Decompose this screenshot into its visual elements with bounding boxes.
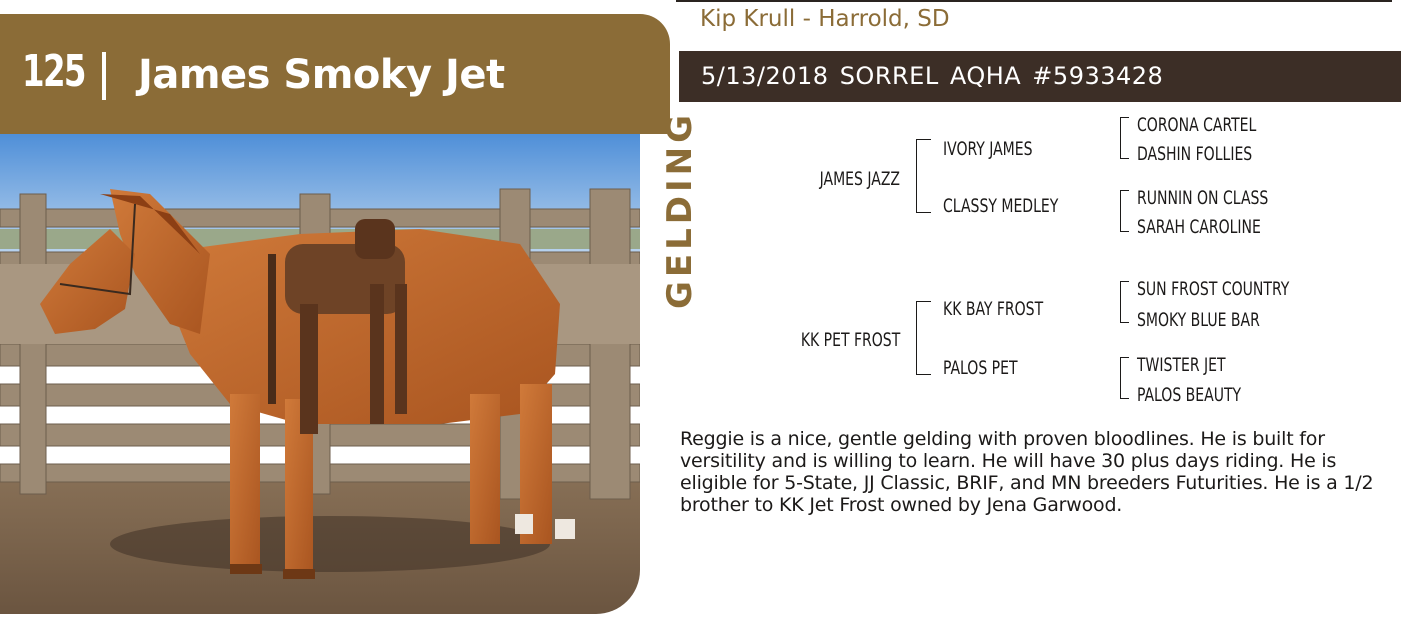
consignor: Kip Krull - Harrold, SD xyxy=(700,6,950,32)
dam-sire-dam: SMOKY BLUE BAR xyxy=(1137,309,1260,331)
sire: JAMES JAZZ xyxy=(819,168,900,190)
dam-sire-sire: SUN FROST COUNTRY xyxy=(1137,278,1290,300)
sire-dam-sire: RUNNIN ON CLASS xyxy=(1137,187,1269,209)
dam-dam-sire: TWISTER JET xyxy=(1137,354,1226,376)
sex-label-text: GELDING xyxy=(660,110,700,310)
dam-dam-dam: PALOS BEAUTY xyxy=(1137,384,1242,406)
dam-sire-bracket xyxy=(1120,281,1129,323)
top-rule xyxy=(676,0,1392,2)
horse-photo xyxy=(0,134,640,614)
lot-number: 125 xyxy=(22,46,85,97)
sire-dam-dam: SARAH CAROLINE xyxy=(1137,216,1261,238)
dam: KK PET FROST xyxy=(800,329,900,351)
info-bar: 5/13/2018 SORREL AQHA #5933428 xyxy=(679,51,1401,102)
sire-sire-dam: DASHIN FOLLIES xyxy=(1137,143,1253,165)
sire-sire-sire: CORONA CARTEL xyxy=(1137,114,1257,136)
lot-divider xyxy=(102,52,106,100)
dam-bracket xyxy=(916,301,931,375)
sire-dam: CLASSY MEDLEY xyxy=(943,195,1059,217)
sire-sire: IVORY JAMES xyxy=(943,138,1033,160)
sire-bracket xyxy=(916,139,931,213)
dam-dam-bracket xyxy=(1120,357,1129,399)
dam-dam: PALOS PET xyxy=(943,357,1018,379)
horse-description: Reggie is a nice, gentle gelding with proven bloodlines. He is built for versitility and is willing to learn. He will have 30 plus days riding. He is eligible for 5-State, JJ Classic, BRIF, and MN breeders Futurities. He is a 1/2 brother to KK Jet Frost owned by Jena Garwood. xyxy=(680,428,1374,516)
dam-sire: KK BAY FROST xyxy=(943,298,1044,320)
sire-sire-bracket xyxy=(1120,117,1129,159)
horse-name: James Smoky Jet xyxy=(138,52,505,98)
sire-dam-bracket xyxy=(1120,190,1129,232)
